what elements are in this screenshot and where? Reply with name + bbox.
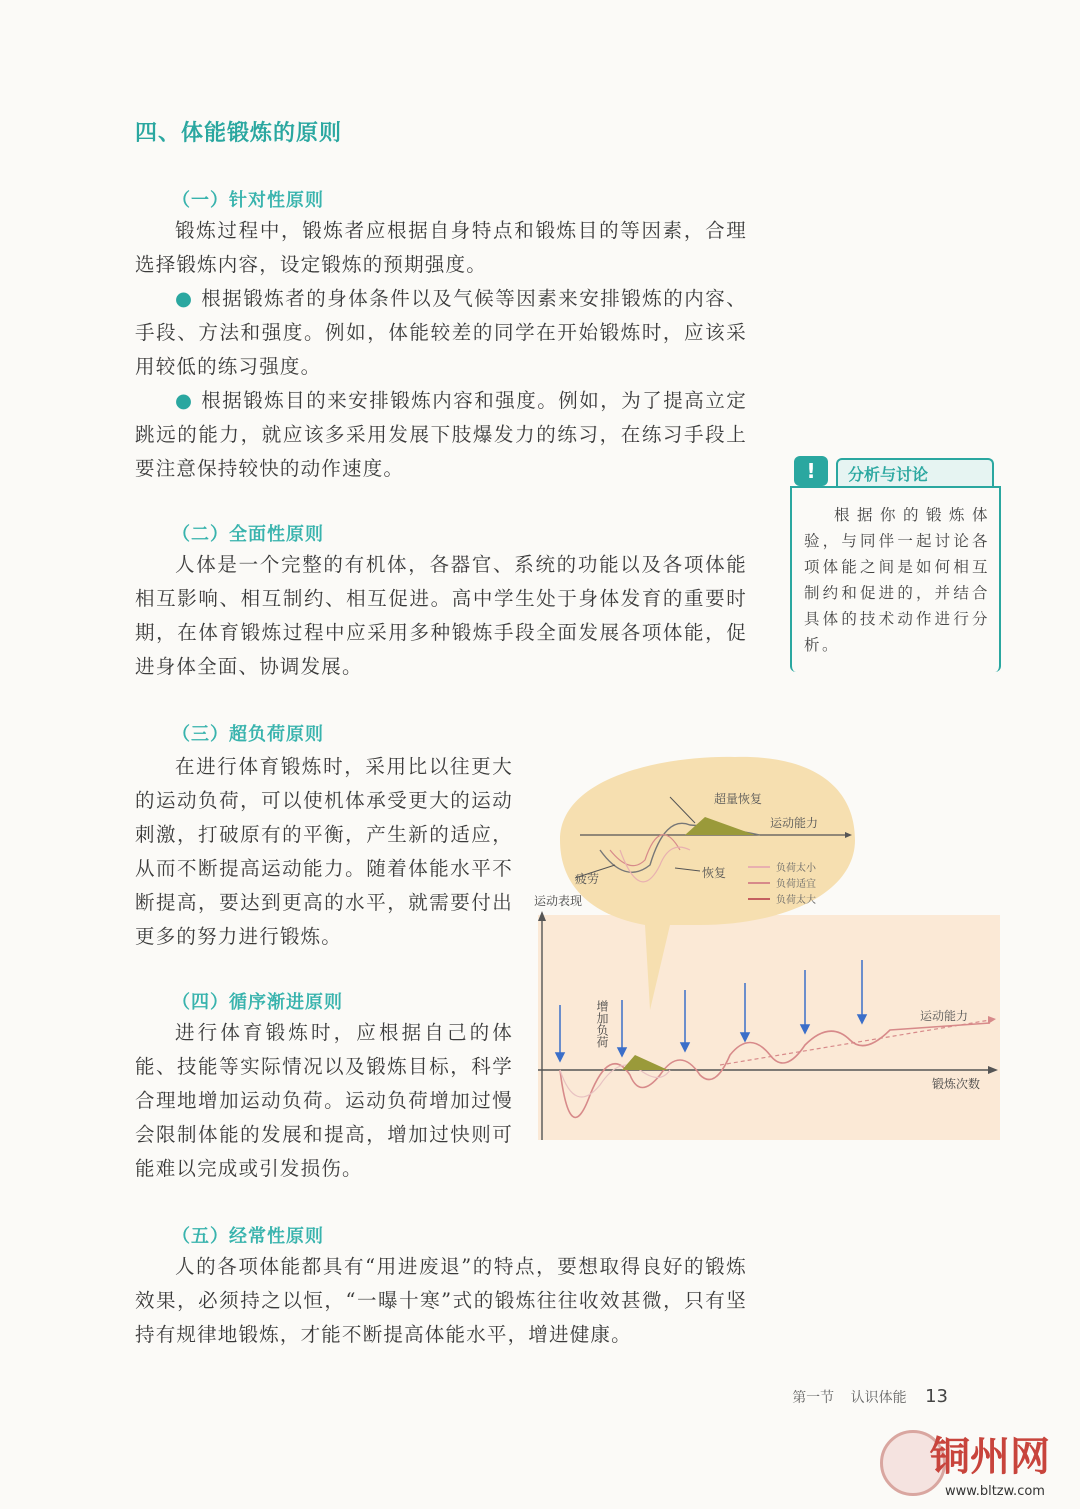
page-heading: 四、体能锻炼的原则 <box>135 121 343 146</box>
discussion-title: 分析与讨论 <box>848 465 929 484</box>
footer-section: 第一节 <box>792 1390 835 1406</box>
section-2-paragraph-1: 人体是一个完整的有机体，各器官、系统的功能以及各项体能相互影响、相互制约、相互促进。高中学生处于身体发育的重要时期，在体育锻炼过程中应采用多种锻炼手段全面发展各项体能，促进身体全面、协调发展。 <box>135 553 747 678</box>
watermark-text: 铜州网 <box>930 1433 1050 1480</box>
legend-item: 负荷适宜 <box>776 879 816 890</box>
x-axis-label: 锻炼次数 <box>932 1077 981 1091</box>
section-1-title: （一）针对性原则 <box>172 190 324 211</box>
inset-fatigue-label: 疲劳 <box>575 872 600 886</box>
section-3-body <box>135 750 513 954</box>
inset-recovery-label: 恢复 <box>702 866 727 880</box>
section-1-paragraph-1: 锻炼过程中，锻炼者应根据自身特点和锻炼目的等因素，合理选择锻炼内容，设定锻炼的预期强度。 <box>135 219 747 276</box>
watermark-url: www.bltzw.com <box>945 1484 1045 1499</box>
section-5-paragraph-1: 人的各项体能都具有“用进废退”的特点，要想取得良好的锻炼效果，必须持之以恒，“一曝十寒”式的锻炼往往收效甚微，只有坚持有规律地锻炼，才能不断提高体能水平，增进健康。 <box>135 1255 747 1346</box>
page-number: 13 <box>925 1386 948 1407</box>
bullet-icon: ● <box>175 389 194 412</box>
section-1-bullet-1: 根据锻炼者的身体条件以及气候等因素来安排锻炼的内容、手段、方法和强度。例如，体能较差的同学在开始锻炼时，应该采用较低的练习强度。 <box>135 287 748 378</box>
bullet-icon: ● <box>175 287 194 310</box>
inset-ability-label: 运动能力 <box>770 816 819 830</box>
section-2-body <box>135 548 747 684</box>
section-4-body <box>135 1016 513 1186</box>
add-load-label: 增加负荷 <box>595 1000 609 1048</box>
footer-chapter: 认识体能 <box>850 1390 907 1406</box>
legend-item: 负荷太大 <box>776 895 816 906</box>
supercompensation-figure <box>520 755 1005 1145</box>
section-1-body <box>135 214 747 486</box>
section-1-bullet-2: 根据锻炼目的来安排锻炼内容和强度。例如，为了提高立定跳远的能力，就应该多采用发展下肢爆发力的练习，在练习手段上要注意保持较快的动作速度。 <box>135 389 748 480</box>
section-5-body <box>135 1250 747 1352</box>
section-3-title: （三）超负荷原则 <box>172 724 324 745</box>
discussion-text: 根据你的锻炼体验，与同伴一起讨论各项体能之间是如何相互制约和促进的，并结合具体的技术动作进行分析。 <box>804 506 990 654</box>
section-5-title: （五）经常性原则 <box>172 1226 324 1247</box>
page-footer <box>792 1386 948 1407</box>
discussion-box <box>790 450 1002 672</box>
inset-supercompensation-label: 超量恢复 <box>714 792 763 806</box>
legend-item: 负荷太小 <box>776 863 816 874</box>
section-4-paragraph-1: 进行体育锻炼时，应根据自己的体能、技能等实际情况以及锻炼目标，科学合理地增加运动负荷。运动负荷增加过慢会限制体能的发展和提高，增加过快则可能难以完成或引发损伤。 <box>135 1021 513 1180</box>
section-4-title: （四）循序渐进原则 <box>172 992 343 1013</box>
section-3-paragraph-1: 在进行体育锻炼时，采用比以往更大的运动负荷，可以使机体承受更大的运动刺激，打破原有的平衡，产生新的适应，从而不断提高运动能力。随着体能水平不断提高，要达到更高的水平，就需要付出更多的努力进行锻炼。 <box>135 755 513 948</box>
y-axis-label: 运动表现 <box>534 894 583 908</box>
exclamation-icon: ! <box>794 456 828 486</box>
section-2-title: （二）全面性原则 <box>172 524 324 545</box>
main-ability-label: 运动能力 <box>920 1009 969 1023</box>
